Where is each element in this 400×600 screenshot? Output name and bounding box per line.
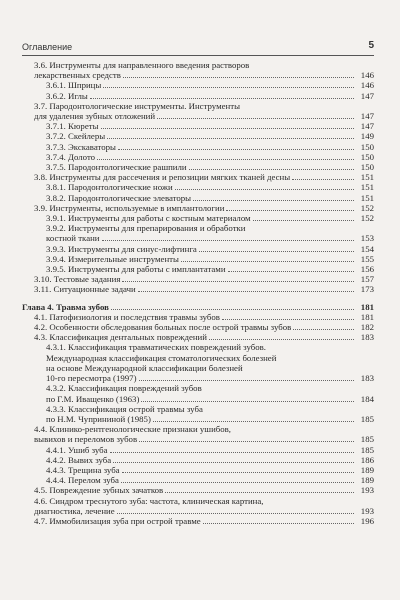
- toc-entry-text: для удаления зубных отложений: [34, 111, 156, 122]
- toc-page-number: 157: [360, 274, 374, 285]
- toc-page-number: 193: [360, 485, 374, 496]
- toc-entry: [22, 342, 374, 352]
- toc-entry: [22, 121, 374, 131]
- toc-entry-text: 4.7. Иммобилизация зуба при острой травме: [34, 515, 201, 526]
- toc-entry: [22, 223, 374, 233]
- toc-page-number: 196: [360, 515, 374, 526]
- toc-entry: [22, 91, 374, 101]
- toc-entry: [22, 70, 374, 80]
- toc-entry-text: 3.6.1. Шприцы: [46, 80, 102, 91]
- toc-entry-text: по Г.М. Иващенко (1963): [46, 393, 140, 404]
- toc-leader-dots: [226, 210, 354, 211]
- toc-entry-text: 3.7.5. Пародонтологические рашпили: [46, 162, 187, 173]
- toc-leader-dots: [292, 179, 354, 180]
- toc-entry-text: 3.6. Инструменты для направленного введения растворов: [34, 60, 250, 70]
- toc-leader-dots: [203, 523, 354, 524]
- table-of-contents: [22, 60, 374, 526]
- toc-entry-text: 4.4.3. Трещина зуба: [46, 464, 120, 475]
- toc-leader-dots: [139, 380, 354, 381]
- toc-page-number: 185: [360, 413, 374, 424]
- toc-entry-text: 3.8.1. Пародонтологические ножи: [46, 182, 173, 193]
- toc-entry-text: 3.7.3. Экскаваторы: [46, 141, 116, 152]
- toc-entry-text: 3.9.3. Инструменты для синус-лифтинга: [46, 243, 197, 254]
- toc-entry: [22, 496, 374, 506]
- toc-chapter-entry: [22, 302, 374, 312]
- toc-leader-dots: [101, 128, 355, 129]
- toc-entry-text: 4.6. Синдром треснутого зуба: частота, клиническая картина,: [34, 495, 264, 506]
- toc-entry-text: 4.5. Повреждение зубных зачатков: [34, 485, 164, 496]
- toc-page-number: 147: [360, 111, 374, 122]
- toc-leader-dots: [141, 401, 354, 402]
- toc-entry-text: 3.9.4. Измерительные инструменты: [46, 253, 179, 264]
- toc-entry: [22, 312, 374, 322]
- toc-entry-text: 4.3.1. Классификация травматических повреждений зубов.: [46, 342, 266, 353]
- toc-entry: [22, 404, 374, 414]
- toc-page-number: 183: [360, 373, 374, 384]
- toc-entry: [22, 445, 374, 455]
- toc-entry-text: 3.7.1. Кюреты: [46, 121, 99, 132]
- toc-leader-dots: [113, 462, 354, 463]
- toc-leader-dots: [222, 319, 354, 320]
- toc-entry: [22, 455, 374, 465]
- header-rule: [22, 55, 374, 56]
- toc-entry: [22, 475, 374, 485]
- toc-page-number: 150: [360, 141, 374, 152]
- toc-entry: [22, 506, 374, 516]
- page-number: 5: [368, 40, 374, 51]
- toc-leader-dots: [90, 98, 354, 99]
- toc-leader-dots: [103, 87, 354, 88]
- toc-page-number: 186: [360, 454, 374, 465]
- toc-page-number: 185: [360, 434, 374, 445]
- toc-leader-dots: [209, 339, 354, 340]
- toc-page-number: 189: [360, 475, 374, 486]
- toc-leader-dots: [199, 251, 354, 252]
- toc-entry-text: 3.8. Инструменты для рассечения и репозиции мягких тканей десны: [34, 172, 291, 183]
- toc-leader-dots: [157, 118, 354, 119]
- toc-page-number: 146: [360, 80, 374, 91]
- toc-entry: [22, 394, 374, 404]
- toc-page-number: 151: [360, 192, 374, 203]
- toc-leader-dots: [193, 200, 354, 201]
- toc-entry-text: Международная классификация стоматологических болезней: [46, 352, 277, 363]
- toc-page-number: 183: [360, 332, 374, 343]
- toc-entry-text: 3.7.2. Скейлеры: [46, 131, 106, 142]
- toc-leader-dots: [123, 77, 354, 78]
- toc-entry-text: 3.9.1. Инструменты для работы с костным материалом: [46, 213, 251, 224]
- toc-entry-text: 4.4. Клинико-рентгенологические признаки ушибов,: [34, 424, 232, 435]
- toc-entry: [22, 485, 374, 495]
- toc-entry-text: 3.8.2. Пародонтологические элеваторы: [46, 192, 192, 203]
- toc-entry: [22, 244, 374, 254]
- toc-entry-text: 4.4.4. Перелом зуба: [46, 475, 119, 486]
- toc-entry: [22, 254, 374, 264]
- toc-entry-text: 3.7.4. Долото: [46, 151, 96, 162]
- toc-leader-dots: [175, 189, 354, 190]
- toc-page-number: 193: [360, 505, 374, 516]
- toc-page-number: 182: [360, 322, 374, 333]
- toc-entry: [22, 233, 374, 243]
- toc-leader-dots: [153, 421, 354, 422]
- toc-leader-dots: [189, 169, 354, 170]
- toc-leader-dots: [102, 240, 354, 241]
- toc-entry: [22, 193, 374, 203]
- toc-entry-text: 3.9. Инструменты, используемые в имплантологии: [34, 202, 225, 213]
- toc-page-number: 150: [360, 162, 374, 173]
- toc-leader-dots: [107, 138, 354, 139]
- toc-leader-dots: [138, 291, 354, 292]
- toc-entry-text: 3.9.2. Инструменты для препарирования и обработки: [46, 223, 246, 234]
- toc-entry-text: 4.3. Классификация дентальных повреждений: [34, 332, 207, 343]
- toc-page-number: 150: [360, 151, 374, 162]
- toc-leader-dots: [228, 271, 354, 272]
- toc-page-number: 181: [360, 311, 374, 322]
- toc-leader-dots: [122, 281, 354, 282]
- toc-page-number: 151: [360, 172, 374, 183]
- toc-page-number: 146: [360, 70, 374, 81]
- toc-entry: [22, 414, 374, 424]
- toc-entry-text: 4.4.2. Вывих зуба: [46, 454, 112, 465]
- toc-entry: [22, 284, 374, 294]
- toc-leader-dots: [293, 329, 354, 330]
- toc-entry-text: 4.3.3. Классификация острой травмы зуба: [46, 403, 203, 414]
- toc-page-number: 147: [360, 90, 374, 101]
- toc-leader-dots: [181, 261, 354, 262]
- toc-entry-text: 3.11. Ситуационные задачи: [34, 284, 136, 295]
- toc-entry: [22, 152, 374, 162]
- toc-entry: [22, 332, 374, 342]
- toc-page-number: 149: [360, 131, 374, 142]
- toc-entry-text: вывихов и переломов зубов: [34, 434, 138, 445]
- toc-entry: [22, 465, 374, 475]
- toc-entry: [22, 322, 374, 332]
- toc-leader-dots: [122, 472, 354, 473]
- toc-leader-dots: [121, 482, 354, 483]
- toc-entry: [22, 80, 374, 90]
- toc-entry: [22, 383, 374, 393]
- toc-entry: [22, 101, 374, 111]
- toc-page-number: 156: [360, 264, 374, 275]
- toc-entry-text: 4.4.1. Ушиб зуба: [46, 444, 108, 455]
- toc-entry: [22, 424, 374, 434]
- running-header: [22, 38, 374, 54]
- toc-entry: [22, 131, 374, 141]
- toc-entry-text: 4.1. Патофизиология и последствия травмы зубов: [34, 311, 220, 322]
- toc-entry: [22, 162, 374, 172]
- toc-entry-text: 3.9.5. Инструменты для работы с имплантатами: [46, 264, 226, 275]
- toc-page-number: 152: [360, 202, 374, 213]
- toc-entry: [22, 182, 374, 192]
- toc-entry-text: 3.10. Тестовые задания: [34, 274, 121, 285]
- toc-page-number: 154: [360, 243, 374, 254]
- toc-entry-text: 3.7. Пародонтологические инструменты. Инструменты: [34, 100, 241, 111]
- toc-entry: [22, 516, 374, 526]
- toc-leader-dots: [253, 220, 354, 221]
- toc-page-number: 181: [360, 301, 374, 312]
- toc-entry-text: 4.3.2. Классификация повреждений зубов: [46, 383, 202, 394]
- toc-entry-text: костной ткани: [46, 233, 100, 244]
- toc-page-number: 184: [360, 393, 374, 404]
- toc-entry-text: 4.2. Особенности обследования больных после острой травмы зубов: [34, 322, 292, 333]
- toc-entry-text: на основе Международной классификации болезней: [46, 362, 243, 373]
- toc-entry-text: 10-го пересмотра (1997): [46, 373, 137, 384]
- toc-entry: [22, 213, 374, 223]
- toc-leader-dots: [97, 159, 354, 160]
- toc-leader-dots: [118, 149, 354, 150]
- toc-entry-text: диагностика, лечение: [34, 505, 115, 516]
- toc-page-number: 185: [360, 444, 374, 455]
- toc-entry-text: Глава 4. Травма зубов: [22, 301, 109, 312]
- header-title: Оглавление: [22, 42, 73, 52]
- toc-entry-text: лекарственных средств: [34, 70, 121, 81]
- toc-leader-dots: [165, 492, 354, 493]
- toc-entry: [22, 434, 374, 444]
- toc-page-number: 155: [360, 253, 374, 264]
- toc-entry: [22, 60, 374, 70]
- toc-gap: [22, 295, 374, 302]
- toc-entry: [22, 274, 374, 284]
- toc-entry: [22, 172, 374, 182]
- toc-page-number: 173: [360, 284, 374, 295]
- toc-page-number: 151: [360, 182, 374, 193]
- toc-entry: [22, 363, 374, 373]
- toc-entry: [22, 264, 374, 274]
- toc-entry-text: 3.6.2. Иглы: [46, 90, 88, 101]
- toc-page-number: 189: [360, 464, 374, 475]
- toc-leader-dots: [139, 441, 354, 442]
- toc-entry: [22, 203, 374, 213]
- toc-entry-text: по Н.М. Чуприниной (1985): [46, 413, 151, 424]
- toc-page-number: 152: [360, 213, 374, 224]
- toc-entry: [22, 353, 374, 363]
- toc-entry: [22, 111, 374, 121]
- toc-entry: [22, 142, 374, 152]
- toc-entry: [22, 373, 374, 383]
- toc-leader-dots: [111, 309, 354, 310]
- toc-leader-dots: [117, 513, 354, 514]
- toc-page-number: 147: [360, 121, 374, 132]
- toc-page-number: 153: [360, 233, 374, 244]
- toc-leader-dots: [110, 452, 354, 453]
